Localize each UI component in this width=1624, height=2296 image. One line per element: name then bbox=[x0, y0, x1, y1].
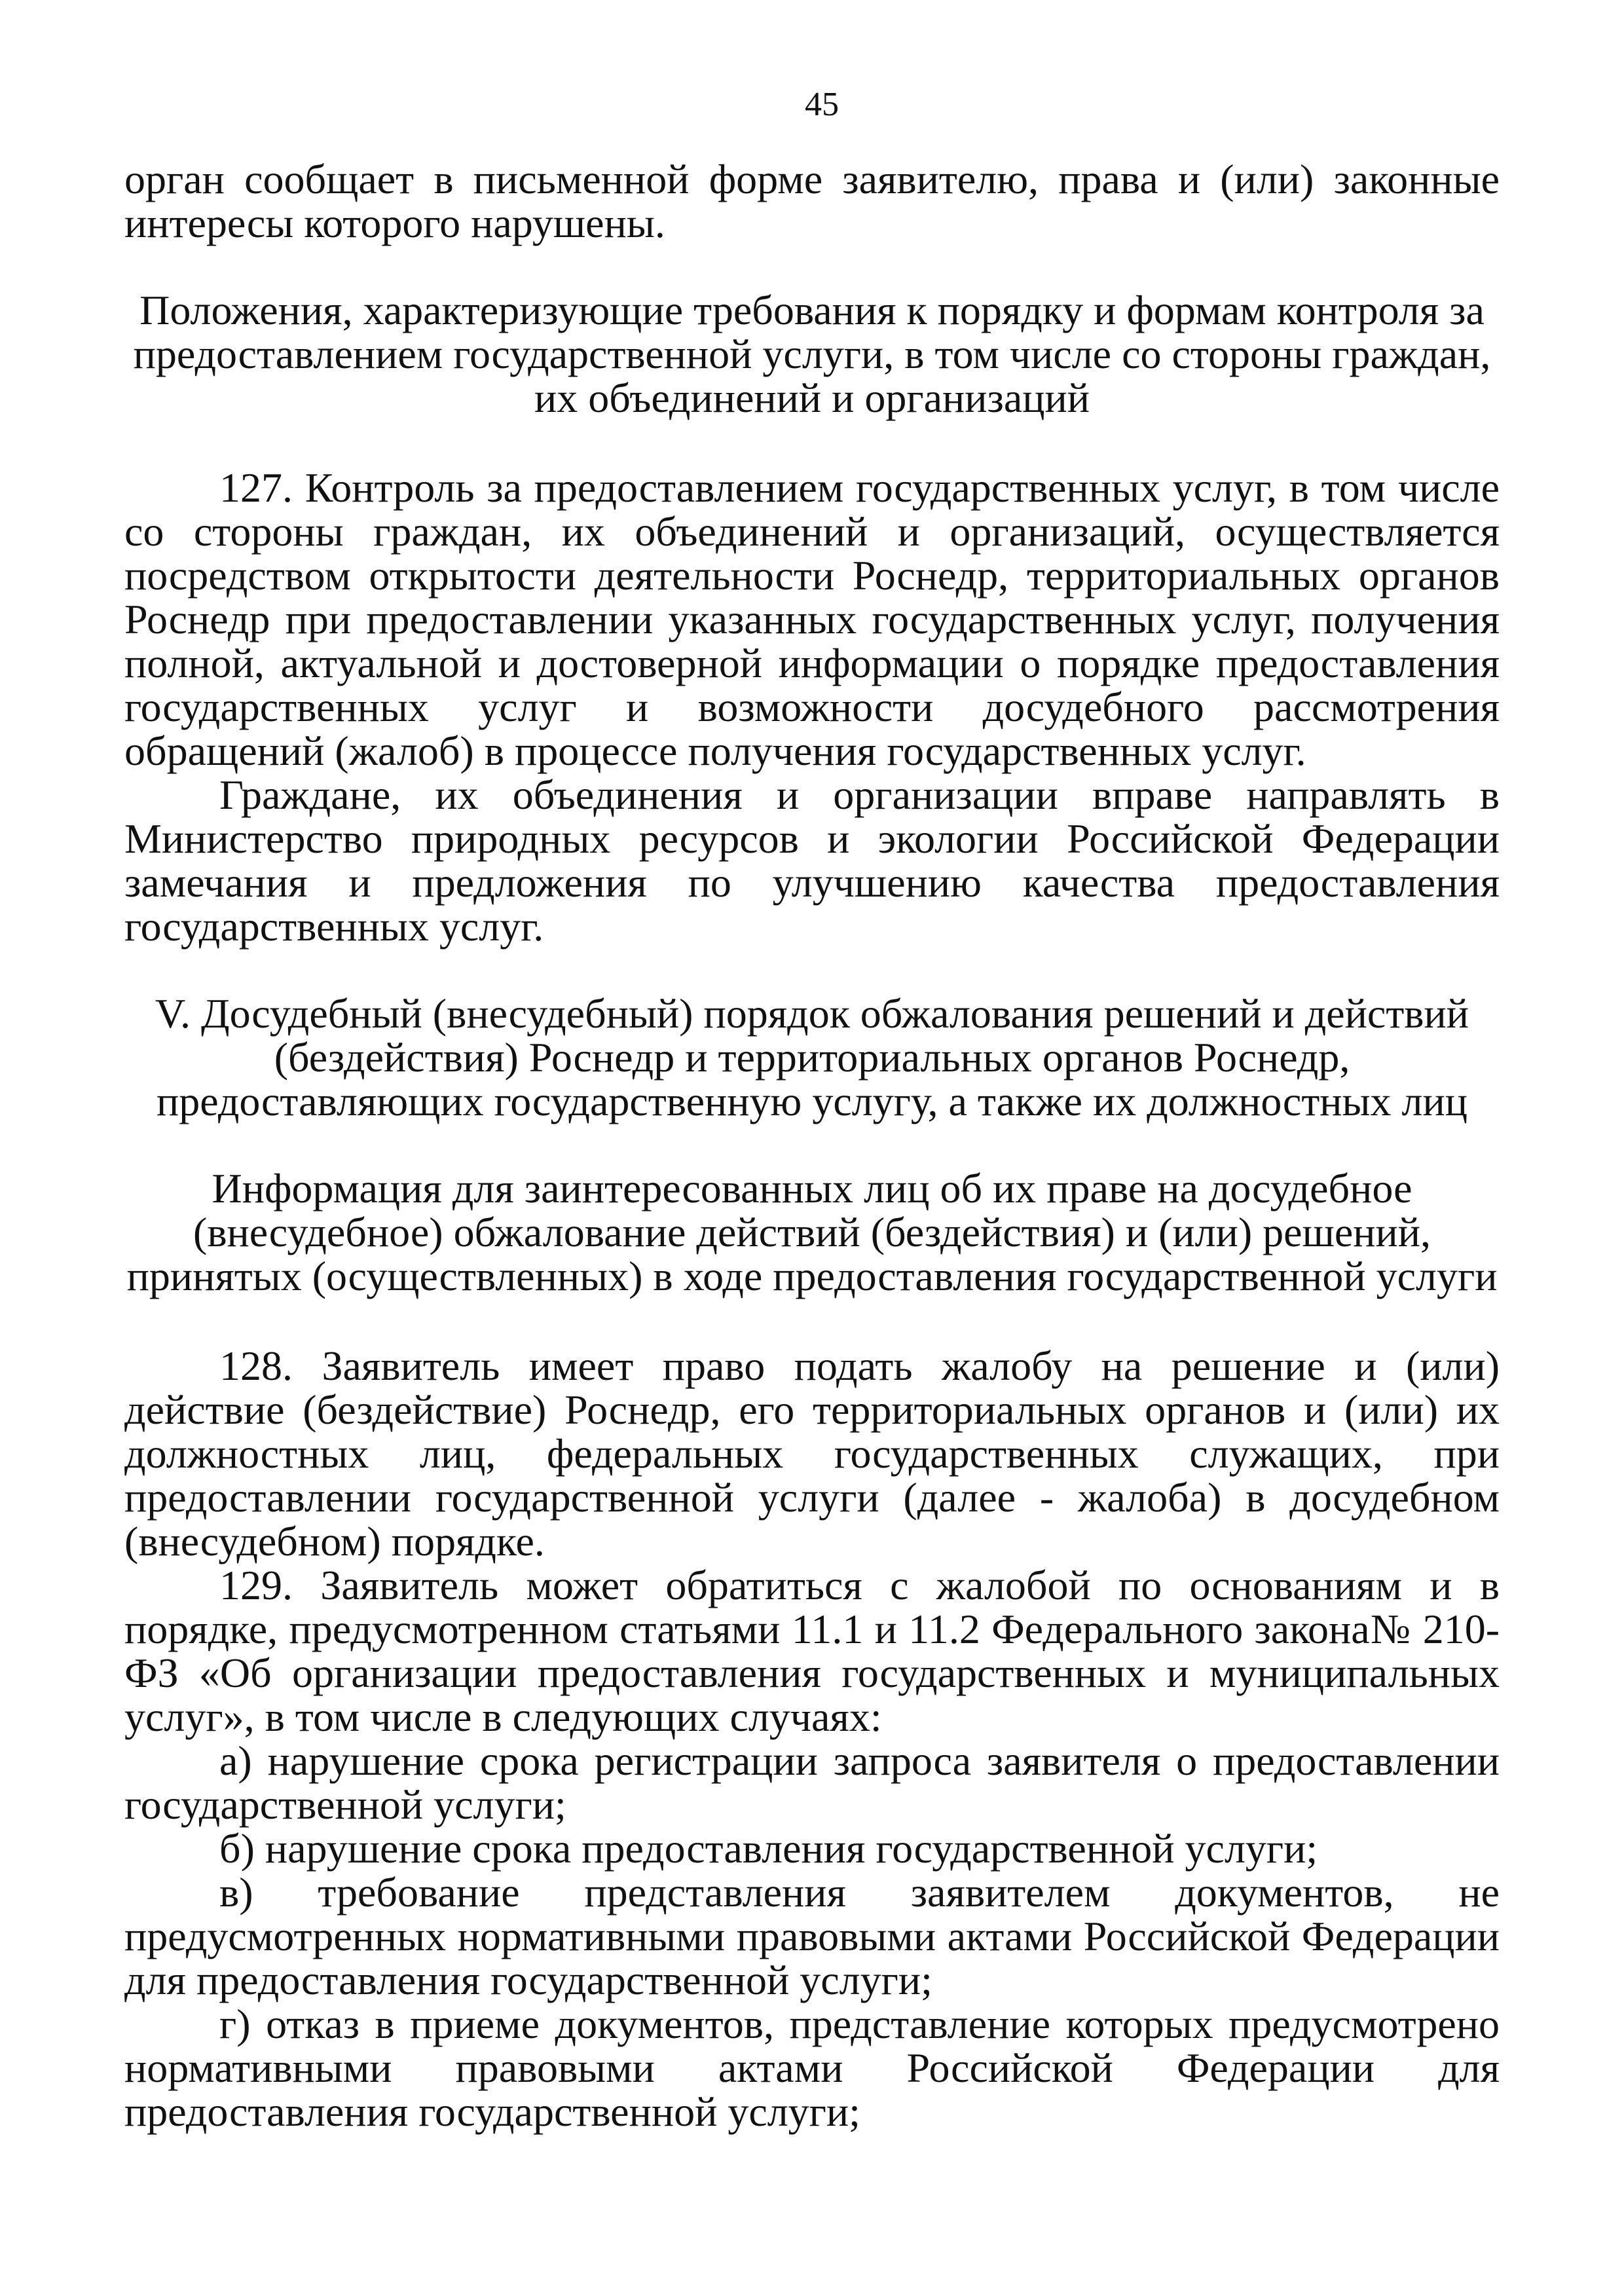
paragraph-intro: орган сообщает в письменной форме заявителю, права и (или) законные интересы которого нарушены. bbox=[124, 156, 1500, 246]
paragraph-127-citizens: Граждане, их объединения и организации вправе направлять в Министерство природных ресурсов и экологии Российской Федерации замечания и предложения по улучшению качества предоставления государственных услуг. bbox=[124, 771, 1500, 950]
paragraph-128: 128. Заявитель имеет право подать жалобу на решение и (или) действие (бездействие) Роснедр, его территориальных органов и (или) их должностных лиц, федеральных государственных служащих, при предоставлении государственной услуги (далее - жалоба) в досудебном (внесудебном) порядке. bbox=[124, 1342, 1500, 1565]
paragraph-127: 127. Контроль за предоставлением государственных услуг, в том числе со стороны граждан, их объединений и организаций, осуществляется посредством открытости деятельности Роснедр, территориальных органов Роснедр при предоставлении указанных государственных услуг, получения полной, актуальной и достоверной информации о порядке предоставления государственных услуг и возможности досудебного рассмотрения обращений (жалоб) в процессе получения государственных услуг. bbox=[124, 464, 1500, 774]
document-page bbox=[124, 85, 1500, 2134]
paragraph-129: 129. Заявитель может обратиться с жалобой по основаниям и в порядке, предусмотренном статьями 11.1 и 11.2 Федерального закона№ 210-ФЗ «Об организации предоставления государственных и муниципальных услуг», в том числе в следующих случаях: bbox=[124, 1562, 1500, 1740]
list-item-v: в) требование представления заявителем документов, не предусмотренных нормативными правовыми актами Российской Федерации для предоставления государственной услуги; bbox=[124, 1869, 1500, 2003]
list-item-a: а) нарушение срока регистрации запроса заявителя о предоставлении государственной услуги; bbox=[124, 1737, 1500, 1828]
list-item-g: г) отказ в приеме документов, представление которых предусмотрено нормативными правовыми актами Российской Федерации для предоставления государственной услуги; bbox=[124, 2001, 1500, 2135]
page-number: 45 bbox=[805, 86, 839, 123]
heading-control: Положения, характеризующие требования к порядку и формам контроля за предоставлением государственной услуги, в том числе со стороны граждан, их объединений и организаций bbox=[133, 287, 1491, 421]
heading-section-v: V. Досудебный (внесудебный) порядок обжалования решений и действий (бездействия) Роснедр и территориальных органов Роснедр, предоставляющих государственную услугу, а также их должностных лиц bbox=[155, 990, 1469, 1124]
heading-info: Информация для заинтересованных лиц об их праве на досудебное (внесудебное) обжалование действий (бездействия) и (или) решений, принятых (осуществленных) в ходе предоставления государственной услуги bbox=[126, 1165, 1498, 1299]
list-item-b: б) нарушение срока предоставления государственной услуги; bbox=[219, 1825, 1318, 1872]
